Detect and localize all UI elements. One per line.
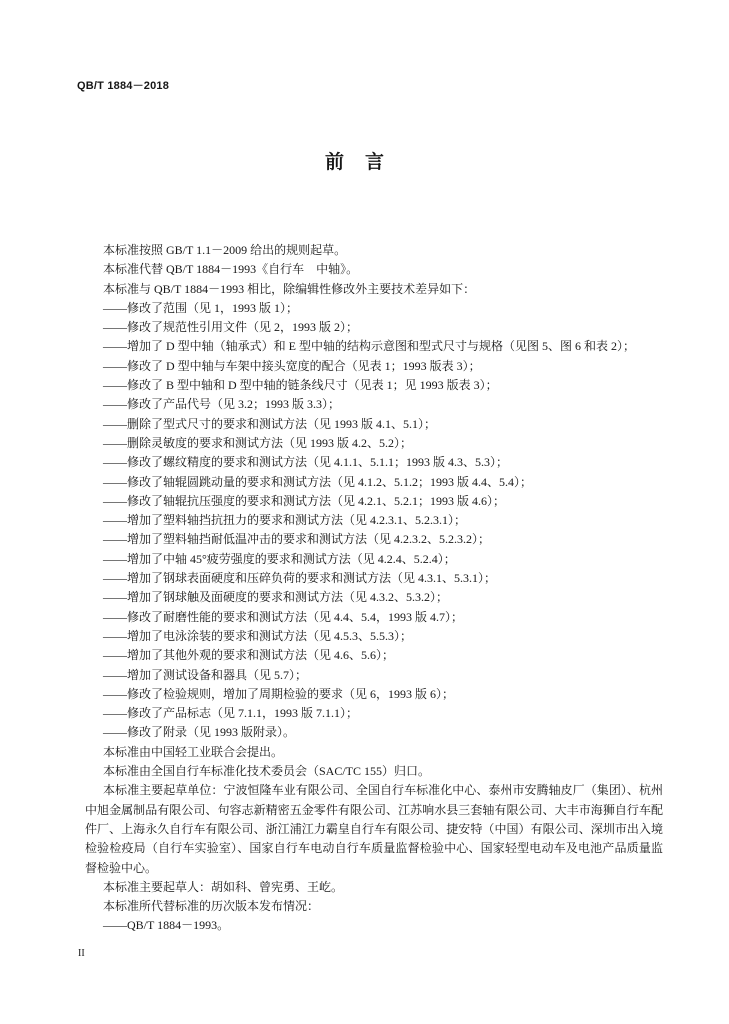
page-title: 前 言 xyxy=(324,152,385,173)
history-list-item: ——QB/T 1884－1993。 xyxy=(103,918,230,933)
change-list-item: ——增加了测试设备和器具（见 5.7）； xyxy=(103,667,308,682)
change-list-item: ——增加了塑料轴挡抗扭力的要求和测试方法（见 4.2.3.1、5.2.3.1）； xyxy=(103,513,467,528)
change-list-item: ——修改了 B 型中轴和 D 型中轴的链条线尺寸（见表 1；见 1993 版表 3）； xyxy=(103,378,498,393)
change-list-item: ——修改了产品标志（见 7.1.1，1993 版 7.1.1）； xyxy=(103,706,359,721)
change-list-item: ——修改了范围（见 1，1993 版 1）； xyxy=(103,300,299,315)
differences-intro-paragraph: 本标准与 QB/T 1884－1993 相比，除编辑性修改外主要技术差异如下： xyxy=(103,281,476,296)
change-list-item: ——增加了 D 型中轴（轴承式）和 E 型中轴的结构示意图和型式尺寸与规格（见图 5、图 6 和表 2）； xyxy=(103,339,635,354)
change-list-item: ——修改了检验规则，增加了周期检验的要求（见 6，1993 版 6）； xyxy=(103,686,455,701)
change-list-item: ——增加了其他外观的要求和测试方法（见 4.6、5.6）； xyxy=(103,648,395,663)
change-list-item: ——修改了轴辊抗压强度的要求和测试方法（见 4.2.1、5.2.1；1993 版 4.6）； xyxy=(103,493,506,508)
change-list-item: ——修改了 D 型中轴与车架中接头宽度的配合（见表 1；1993 版表 3）； xyxy=(103,358,481,373)
page-number: II xyxy=(78,948,85,959)
history-intro-paragraph: 本标准所代替标准的历次版本发布情况： xyxy=(103,899,320,914)
drafting-rules-paragraph: 本标准按照 GB/T 1.1－2009 给出的规则起草。 xyxy=(103,243,347,257)
committee-paragraph: 本标准由全国自行车标准化技术委员会（SAC/TC 155）归口。 xyxy=(103,764,431,779)
foreword-body xyxy=(85,241,663,936)
change-list-item: ——增加了塑料轴挡耐低温冲击的要求和测试方法（见 4.2.3.2、5.2.3.2）； xyxy=(103,532,491,547)
proposer-paragraph: 本标准由中国轻工业联合会提出。 xyxy=(103,744,284,759)
change-list-item: ——修改了螺纹精度的要求和测试方法（见 4.1.1、5.1.1；1993 版 4.3、5.3）； xyxy=(103,455,509,470)
change-list-item: ——修改了产品代号（见 3.2；1993 版 3.3）； xyxy=(103,397,341,412)
replacement-paragraph: 本标准代替 QB/T 1884－1993《自行车 中轴》。 xyxy=(103,262,359,277)
change-list-item: ——增加了钢球触及面硬度的要求和测试方法（见 4.3.2、5.3.2）； xyxy=(103,590,449,605)
change-list-item: ——删除了型式尺寸的要求和测试方法（见 1993 版 4.1、5.1）； xyxy=(103,416,437,431)
change-list-item: ——修改了附录（见 1993 版附录）。 xyxy=(103,725,296,740)
change-list-item: ——修改了轴辊圆跳动量的要求和测试方法（见 4.1.2、5.1.2；1993 版 4.4、5.4）； xyxy=(103,474,533,489)
change-list-item: ——删除灵敏度的要求和测试方法（见 1993 版 4.2、5.2）； xyxy=(103,435,413,450)
drafting-units-paragraph: 本标准主要起草单位：宁波恒隆车业有限公司、全国自行车标准化中心、泰州市安腾轴皮厂（集团）、杭州中旭金属制品有限公司、句容志新精密五金零件有限公司、江苏响水县三套轴有限公司、大丰市海狮自行车配件厂、上海永久自行车有限公司、浙江浦江力霸皇自行车有限公司、捷安特（中国）有限公司、深圳市出入境检验检疫局（自行车实验室）、国家自行车电动自行车质量监督检验中心、国家轻型电动车及电池产品质量监督检验中心。 xyxy=(85,783,663,875)
change-list-item: ——增加了中轴 45°疲劳强度的要求和测试方法（见 4.2.4、5.2.4）； xyxy=(103,551,456,566)
drafters-paragraph: 本标准主要起草人：胡如科、曾宪勇、王屹。 xyxy=(103,879,344,894)
change-list-item: ——增加了钢球表面硬度和压碎负荷的要求和测试方法（见 4.3.1、5.3.1）； xyxy=(103,571,497,586)
change-list-item: ——增加了电泳涂装的要求和测试方法（见 4.5.3、5.5.3）； xyxy=(103,628,413,643)
change-list-item: ——修改了规范性引用文件（见 2，1993 版 2）； xyxy=(103,320,359,335)
standard-code-header: QB/T 1884－2018 xyxy=(77,80,170,92)
change-list-item: ——修改了耐磨性能的要求和测试方法（见 4.4、5.4，1993 版 4.7）； xyxy=(103,609,464,624)
